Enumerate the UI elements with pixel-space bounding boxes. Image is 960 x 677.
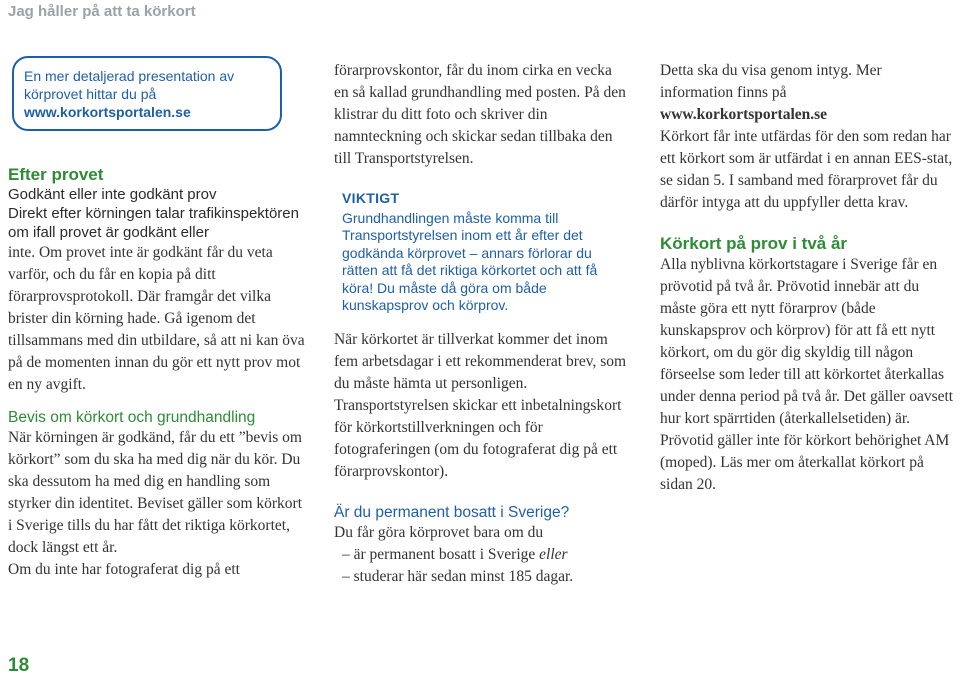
section-heading-after-test: Efter provet <box>8 165 104 184</box>
column-middle <box>334 60 630 588</box>
info-box <box>12 56 282 131</box>
important-notice <box>342 190 622 315</box>
resident-heading: Är du permanent bosatt i Sverige? <box>334 503 570 521</box>
license-delivery-text: När körkortet är tillverkat kommer det inom fem arbetsdagar i ett rekommenderat brev, som du måste hämta ut personligen. Transportstyrelsen skickar ett inbetalningskort för körkortstillverkningen och för fotograferingen (om du fotograferat dig på ett förarprovskontor). <box>334 330 627 480</box>
important-text: Grundhandlingen måste komma till Transportstyrelsen inom ett år efter det godkända körprovet – annars förlorar du rätten att få det riktiga körkortet och att få köra! Du måste då göra om både kunskapsprov och körprov. <box>342 209 598 313</box>
portal-link[interactable]: www.korkortsportalen.se <box>660 106 828 123</box>
info-box-text: En mer detaljerad presentation av körprovet hittar du på <box>24 68 235 102</box>
basic-document-text: förarprovskontor, får du inom cirka en vecka en så kallad grundhandling med posten. På den klistrar du ditt foto och skriver din namnteckning och skickar sedan tillbaka den till Transportstyrelsen. <box>334 62 626 167</box>
resident-bullet-2: – studerar här sedan minst 185 dagar. <box>342 567 574 585</box>
certificate-text: Detta ska du visa genom intyg. Mer information finns på www.korkortsportalen.se Körkort får inte utfärdas för den som redan har ett körkort som är utfärdat i en annan EES-stat, se sidan 5. I samband med förarprovet får du därför intyga att du uppfyller detta krav. <box>660 60 956 214</box>
probation-section <box>660 234 956 496</box>
column-left <box>8 56 308 581</box>
page-number: 18 <box>8 655 30 676</box>
section-heading-probation: Körkort på prov i två år <box>660 234 848 253</box>
running-head: Jag håller på att ta körkort <box>8 3 196 20</box>
after-test-body: inte. Om provet inte är godkänt får du veta varför, och du får en kopia på ditt förarprovsprotokoll. Där framgår det vilka brister din körning hade. Gå igenom det tillsammans med din utbildare, så att ni kan öva på de momenten innan du gör ett nytt prov mot en ny avgift. <box>8 244 305 393</box>
important-label: VIKTIGT <box>342 190 400 206</box>
resident-intro: Du får göra körprovet bara om du <box>334 523 544 541</box>
section-heading-proof: Bevis om körkort och grundhandling <box>8 409 256 426</box>
proof-body: När körningen är godkänd, får du ett ”bevis om körkort” som du ska ha med dig när du kör. Du ska dessutom ha med dig en handling som styrker din identitet. Beviset gäller som körkort i Sverige tills du har fått det riktiga körkortet, dock längst ett år. <box>8 429 303 556</box>
info-box-link[interactable]: www.korkortsportalen.se <box>24 104 191 120</box>
subheading-approved: Godkänt eller inte godkänt prov <box>8 186 217 203</box>
probation-body: Alla nyblivna körkortstagare i Sverige får en prövotid på två år. Prövotid innebär att du måste göra ett nytt förarprov (både kunskapsprov och körprov) för att få ett nytt körkort, om du gör dig skyldig till någon förseelse som leder till att körkortet återkallas under denna period på två år. Det gäller oavsett hur kort spärrtiden (återkallelsetiden) är. Prövotid gäller inte för körkort behörighet AM (moped). Läs mer om återkallat körkort på sidan 20. <box>660 256 954 493</box>
column-right <box>660 60 956 496</box>
after-test-section <box>8 165 308 396</box>
proof-section <box>8 408 308 581</box>
resident-section <box>334 503 630 588</box>
resident-bullet-1: – är permanent bosatt i Sverige eller <box>342 545 568 563</box>
proof-continued: Om du inte har fotograferat dig på ett <box>8 561 240 578</box>
after-test-intro: Direkt efter körningen talar trafikinspektören om ifall provet är godkänt eller <box>8 205 299 241</box>
